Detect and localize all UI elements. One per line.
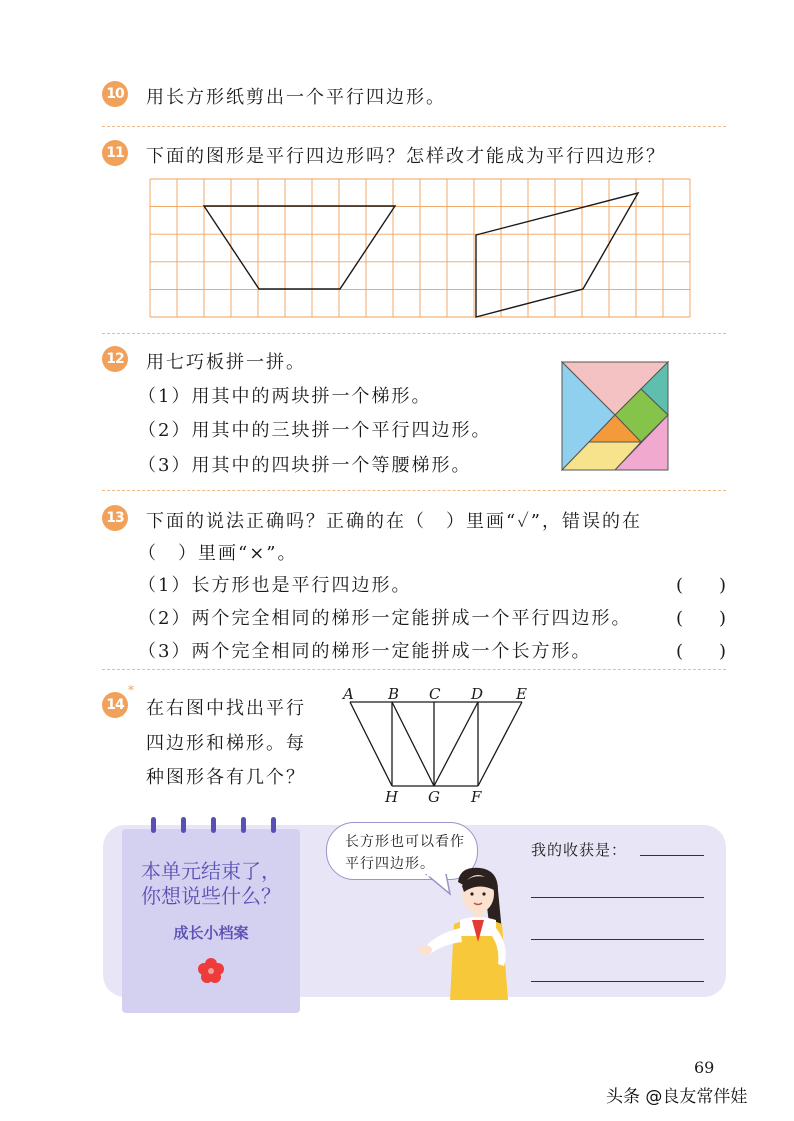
question-13-line-1: 下面的说法正确吗？正确的在（ ）里画“✓”，错误的在 (146, 511, 643, 532)
card-title-line-1: 本单元结束了， (141, 859, 281, 883)
label-f: F (471, 788, 482, 806)
answer-line[interactable] (640, 855, 704, 856)
question-13-item-1: （1）长方形也是平行四边形。 (138, 575, 412, 596)
label-b: B (388, 685, 400, 703)
question-12-item-1: （1）用其中的两块拼一个梯形。 (138, 386, 432, 407)
binder-ring (181, 817, 186, 833)
question-12-number: 12 (102, 346, 128, 372)
quadrilateral-shape (476, 193, 638, 317)
question-14-line-2: 四边形和梯形。每 (146, 733, 306, 754)
answer-line[interactable] (531, 939, 704, 940)
harvest-label: 我的收获是： (531, 841, 628, 859)
answer-paren-2[interactable]: ( ) (676, 608, 727, 629)
answer-line[interactable] (531, 897, 704, 898)
bubble-line-2: 平行四边形。 (345, 856, 435, 872)
card-title-line-2: 你想说些什么？ (141, 884, 281, 908)
question-12-text: 用七巧板拼一拼。 (146, 352, 306, 373)
label-g: G (428, 788, 440, 806)
tangram-puzzle (562, 362, 668, 470)
question-10-text: 用长方形纸剪出一个平行四边形。 (146, 87, 446, 108)
source-watermark: 头条 @良友常伴娃 (606, 1087, 748, 1107)
student-illustration (416, 862, 526, 1000)
answer-paren-1[interactable]: ( ) (676, 575, 727, 596)
question-12-item-2: （2）用其中的三块拼一个平行四边形。 (138, 420, 492, 441)
question-10-number: 10 (102, 81, 128, 107)
label-e: E (516, 685, 527, 703)
divider (102, 490, 726, 491)
label-h: H (385, 788, 399, 806)
growth-record-card (122, 829, 300, 1013)
question-13-line-2: （ ）里画“×”。 (138, 543, 298, 564)
flower-icon (197, 957, 225, 985)
answer-line[interactable] (531, 981, 704, 982)
question-14-line-3: 种图形各有几个？ (146, 767, 306, 788)
answer-paren-3[interactable]: ( ) (676, 641, 727, 662)
question-14-number: 14 (102, 692, 128, 718)
binder-ring (271, 817, 276, 833)
question-11-text: 下面的图形是平行四边形吗？怎样改才能成为平行四边形？ (146, 146, 666, 167)
binder-ring (241, 817, 246, 833)
page-number: 69 (694, 1058, 715, 1077)
label-a: A (343, 685, 354, 703)
question-13-item-3: （3）两个完全相同的梯形一定能拼成一个长方形。 (138, 641, 592, 662)
q14-figure (350, 702, 522, 786)
question-13-number: 13 (102, 505, 128, 531)
question-14-line-1: 在右图中找出平行 (146, 698, 306, 719)
question-13-item-2: （2）两个完全相同的梯形一定能拼成一个平行四边形。 (138, 608, 632, 629)
question-12-item-3: （3）用其中的四块拼一个等腰梯形。 (138, 455, 472, 476)
binder-ring (211, 817, 216, 833)
divider (102, 333, 726, 334)
divider (102, 669, 726, 670)
binder-ring (151, 817, 156, 833)
question-11-number: 11 (102, 140, 128, 166)
label-c: C (429, 685, 441, 703)
optional-star: * (128, 683, 134, 697)
card-subtitle: 成长小档案 (173, 924, 249, 942)
label-d: D (471, 685, 484, 703)
bubble-line-1: 长方形也可以看作 (345, 834, 465, 850)
